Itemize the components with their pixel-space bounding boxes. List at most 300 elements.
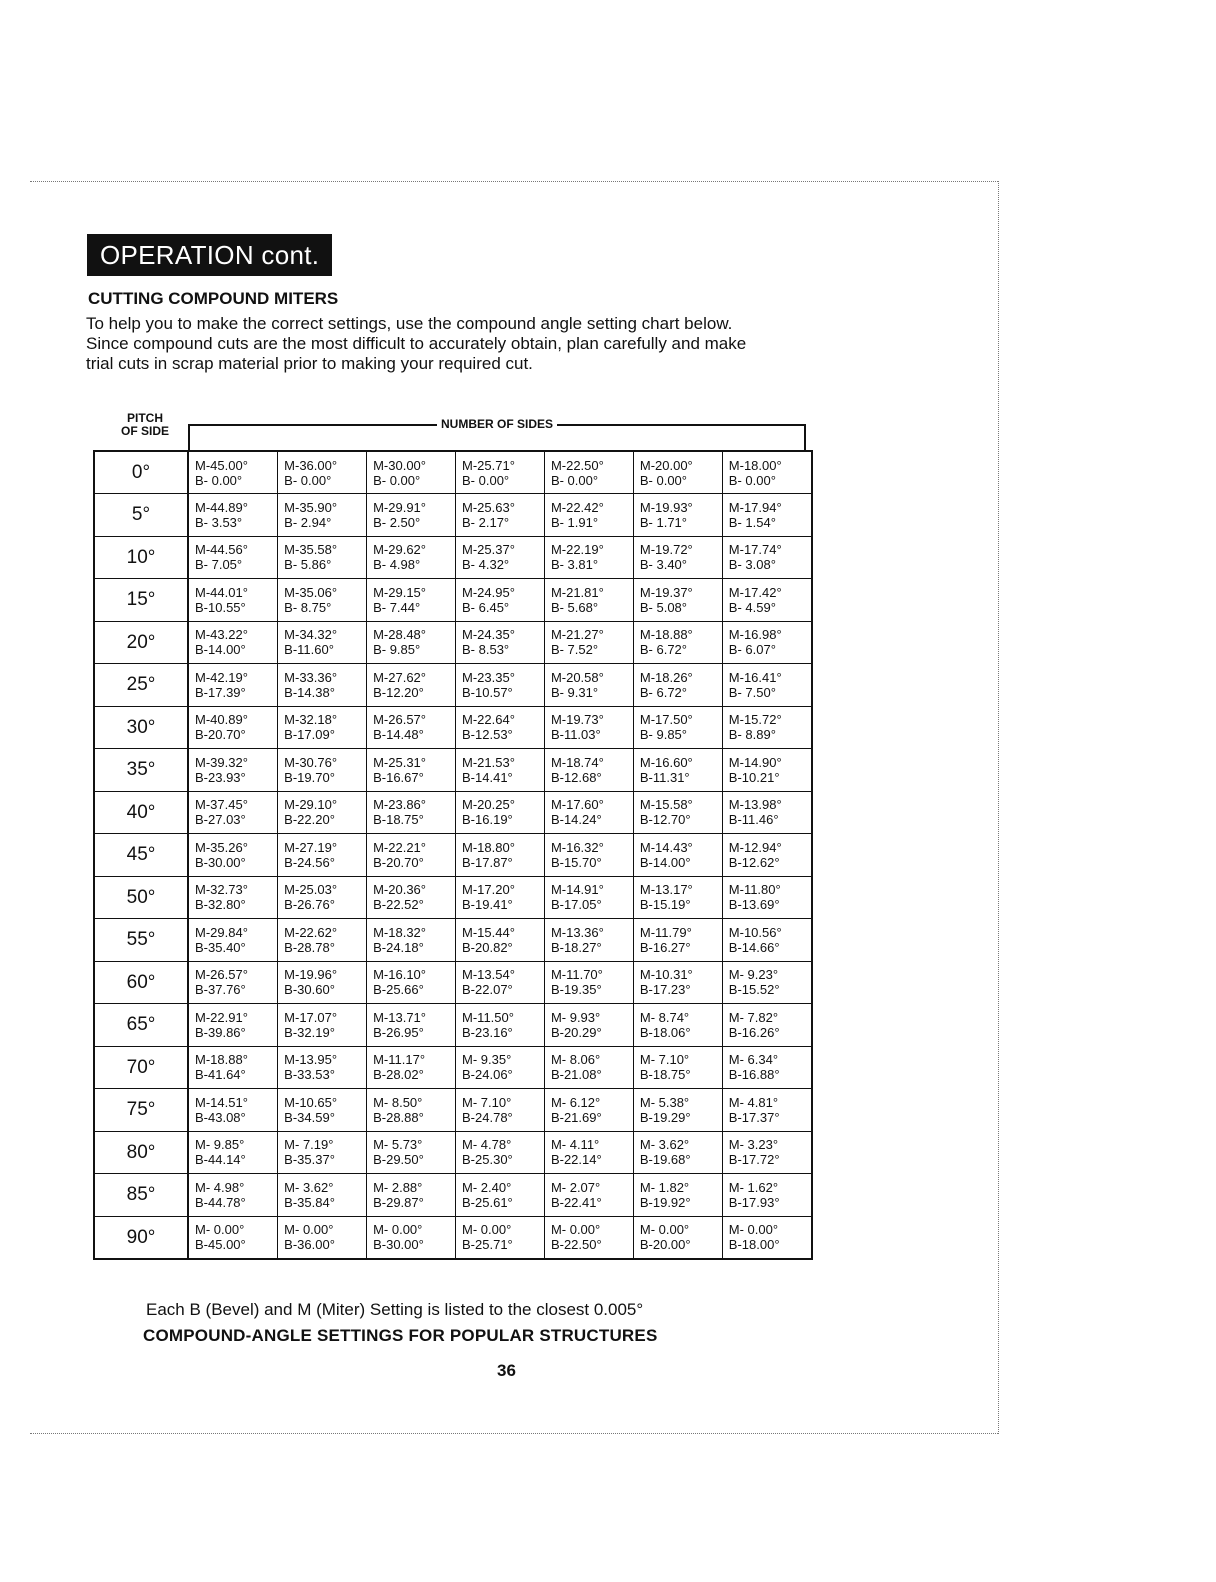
- bevel-setting: B- 1.54°: [728, 514, 776, 530]
- miter-setting: M- 0.00°: [373, 1222, 423, 1237]
- miter-setting: M-27.19°: [284, 839, 338, 855]
- bevel-setting: B-32.19°: [284, 1024, 335, 1040]
- setting-cell: [278, 579, 367, 622]
- setting-cell: [633, 536, 722, 579]
- miter-setting: M-25.71°: [462, 457, 515, 473]
- intro-paragraph: [86, 314, 926, 374]
- miter-setting: M-21.53°: [462, 754, 515, 770]
- bevel-setting: B-19.68°: [639, 1152, 691, 1168]
- bevel-setting: B-14.38°: [284, 684, 335, 700]
- miter-setting: M-20.00°: [639, 457, 693, 473]
- setting-cell: [456, 451, 545, 494]
- setting-cell: [367, 1216, 456, 1259]
- bevel-setting: B-14.00°: [639, 854, 691, 870]
- setting-cell: [278, 664, 367, 707]
- miter-setting: M-19.72°: [639, 542, 693, 558]
- bevel-setting: B- 1.91°: [550, 514, 599, 530]
- setting-cell: [633, 1004, 722, 1047]
- miter-setting: M-19.73°: [550, 712, 604, 728]
- bevel-setting: B-17.23°: [639, 982, 691, 998]
- bevel-setting: B-12.62°: [728, 854, 780, 870]
- miter-setting: M-22.64°: [462, 712, 515, 728]
- number-of-sides-header: [188, 417, 806, 450]
- miter-setting: M-18.88°: [195, 1052, 248, 1068]
- setting-cell: [456, 664, 545, 707]
- bevel-setting: B-35.84°: [284, 1194, 335, 1210]
- miter-setting: M-26.57°: [195, 967, 248, 983]
- setting-cell: [722, 961, 812, 1004]
- miter-setting: M-10.31°: [639, 967, 693, 983]
- setting-cell: [188, 1216, 278, 1259]
- bevel-setting: B- 7.50°: [728, 684, 776, 700]
- setting-cell: [544, 494, 633, 537]
- miter-setting: M- 4.98°: [195, 1179, 245, 1195]
- bevel-setting: B-41.64°: [195, 1067, 246, 1083]
- setting-cell: [633, 876, 722, 919]
- miter-setting: M-11.70°: [550, 967, 603, 983]
- miter-setting: M-11.79°: [639, 924, 692, 940]
- setting-cell: [633, 1046, 722, 1089]
- miter-setting: M-27.62°: [373, 669, 426, 685]
- bevel-setting: B-20.00°: [639, 1237, 691, 1252]
- bevel-setting: B-15.70°: [550, 854, 602, 870]
- setting-cell: [188, 1089, 278, 1132]
- setting-cell: [456, 749, 545, 792]
- miter-setting: M-40.89°: [195, 712, 248, 728]
- miter-setting: M-19.93°: [639, 499, 693, 515]
- number-of-sides-label: NUMBER OF SIDES: [437, 417, 557, 431]
- bevel-setting: B- 7.05°: [195, 557, 243, 573]
- bevel-setting: B-22.14°: [550, 1152, 602, 1168]
- setting-cell: [188, 579, 278, 622]
- bevel-setting: B-16.88°: [728, 1067, 780, 1083]
- pitch-value: 30°: [94, 706, 188, 749]
- setting-cell: [188, 1174, 278, 1217]
- bevel-setting: B- 9.85°: [639, 727, 687, 743]
- miter-setting: M-25.03°: [284, 882, 338, 898]
- bevel-setting: B-11.46°: [728, 812, 779, 828]
- bevel-setting: B-20.82°: [462, 939, 513, 955]
- miter-setting: M-22.50°: [550, 457, 604, 473]
- bevel-setting: B- 0.00°: [373, 472, 421, 488]
- miter-setting: M- 5.73°: [373, 1137, 423, 1153]
- setting-cell: [544, 621, 633, 664]
- bevel-setting: B-28.02°: [373, 1067, 424, 1083]
- bevel-setting: B-35.40°: [195, 939, 246, 955]
- table-row: [94, 579, 812, 622]
- miter-setting: M-16.98°: [728, 627, 782, 643]
- intro-line: Since compound cuts are the most difficult to accurately obtain, plan carefully and make: [86, 334, 747, 353]
- miter-setting: M-15.44°: [462, 924, 515, 940]
- miter-setting: M-17.07°: [284, 1009, 338, 1025]
- setting-cell: [456, 536, 545, 579]
- miter-setting: M-13.54°: [462, 967, 515, 983]
- setting-cell: [367, 621, 456, 664]
- bevel-setting: B- 3.40°: [639, 557, 687, 573]
- setting-cell: [722, 919, 812, 962]
- setting-cell: [456, 621, 545, 664]
- miter-setting: M-30.00°: [373, 457, 426, 473]
- table-row: [94, 451, 812, 494]
- bevel-setting: B-17.37°: [728, 1109, 780, 1125]
- miter-setting: M-21.81°: [550, 584, 604, 600]
- page-number: 36: [497, 1361, 516, 1380]
- miter-setting: M-21.27°: [550, 627, 604, 643]
- miter-setting: M-29.10°: [284, 797, 338, 813]
- setting-cell: [722, 451, 812, 494]
- miter-setting: M-25.31°: [373, 754, 426, 770]
- pitch-value: 65°: [94, 1004, 188, 1047]
- bevel-setting: B-30.60°: [284, 982, 335, 998]
- bevel-setting: B- 2.17°: [462, 514, 510, 530]
- pitch-value: 60°: [94, 961, 188, 1004]
- setting-cell: [367, 876, 456, 919]
- miter-setting: M-11.80°: [728, 882, 781, 898]
- bevel-setting: B-34.59°: [284, 1109, 335, 1125]
- bevel-setting: B- 6.45°: [462, 599, 510, 615]
- bevel-setting: B-15.52°: [728, 982, 780, 998]
- setting-cell: [188, 749, 278, 792]
- bevel-setting: B-25.30°: [462, 1152, 513, 1168]
- bevel-setting: B-32.80°: [195, 897, 246, 913]
- miter-setting: M- 9.85°: [195, 1137, 245, 1153]
- miter-setting: M- 7.10°: [639, 1052, 690, 1068]
- miter-setting: M-35.06°: [284, 584, 338, 600]
- miter-setting: M-43.22°: [195, 627, 248, 643]
- pitch-value: 55°: [94, 919, 188, 962]
- bevel-setting: B-11.31°: [639, 769, 690, 785]
- miter-setting: M- 3.62°: [284, 1179, 334, 1195]
- setting-cell: [456, 1174, 545, 1217]
- setting-cell: [544, 536, 633, 579]
- setting-cell: [367, 834, 456, 877]
- table-row: [94, 1004, 812, 1047]
- bevel-setting: B-17.05°: [550, 897, 602, 913]
- setting-cell: [544, 1089, 633, 1132]
- miter-setting: M-32.18°: [284, 712, 338, 728]
- setting-cell: [722, 1174, 812, 1217]
- setting-cell: [633, 749, 722, 792]
- bevel-setting: B- 2.94°: [284, 514, 332, 530]
- intro-line: trial cuts in scrap material prior to making your required cut.: [86, 354, 533, 373]
- setting-cell: [633, 621, 722, 664]
- bevel-setting: B- 6.72°: [639, 684, 687, 700]
- bevel-setting: B- 9.31°: [550, 684, 599, 700]
- table-row: [94, 494, 812, 537]
- bevel-setting: B-24.18°: [373, 939, 424, 955]
- miter-setting: M-11.17°: [373, 1052, 426, 1068]
- bevel-setting: B-21.69°: [550, 1109, 602, 1125]
- miter-setting: M-34.32°: [284, 627, 338, 643]
- pitch-value: 5°: [94, 494, 188, 537]
- setting-cell: [456, 1089, 545, 1132]
- bevel-setting: B-18.06°: [639, 1024, 691, 1040]
- bevel-setting: B-18.75°: [639, 1067, 691, 1083]
- setting-cell: [544, 451, 633, 494]
- miter-setting: M-25.37°: [462, 542, 515, 558]
- miter-setting: M-13.95°: [284, 1052, 338, 1068]
- setting-cell: [456, 494, 545, 537]
- table-row: [94, 749, 812, 792]
- bevel-setting: B-29.50°: [373, 1152, 424, 1168]
- setting-cell: [633, 1174, 722, 1217]
- miter-setting: M-16.41°: [728, 669, 782, 685]
- setting-cell: [456, 706, 545, 749]
- bevel-setting: B-18.00°: [728, 1237, 780, 1252]
- setting-cell: [722, 706, 812, 749]
- bevel-setting: B-12.70°: [639, 812, 691, 828]
- pitch-value: 20°: [94, 621, 188, 664]
- bevel-setting: B- 8.89°: [728, 727, 776, 743]
- setting-cell: [544, 1131, 633, 1174]
- setting-cell: [278, 1004, 367, 1047]
- miter-setting: M-18.32°: [373, 924, 426, 940]
- miter-setting: M- 9.23°: [728, 967, 779, 983]
- bevel-setting: B-17.93°: [728, 1194, 780, 1210]
- table-row: [94, 791, 812, 834]
- setting-cell: [633, 834, 722, 877]
- bevel-setting: B-20.29°: [550, 1024, 602, 1040]
- bevel-setting: B-22.20°: [284, 812, 335, 828]
- setting-cell: [456, 1046, 545, 1089]
- setting-cell: [367, 536, 456, 579]
- setting-cell: [188, 1004, 278, 1047]
- bevel-setting: B-14.66°: [728, 939, 780, 955]
- table-row: [94, 706, 812, 749]
- setting-cell: [188, 621, 278, 664]
- setting-cell: [278, 1216, 367, 1259]
- bevel-setting: B-18.27°: [550, 939, 602, 955]
- miter-setting: M-30.76°: [284, 754, 338, 770]
- bevel-setting: B-16.27°: [639, 939, 691, 955]
- bevel-setting: B- 9.85°: [373, 642, 421, 658]
- miter-setting: M-13.98°: [728, 797, 782, 813]
- bevel-setting: B-25.71°: [462, 1237, 513, 1252]
- miter-setting: M-24.35°: [462, 627, 515, 643]
- miter-setting: M-25.63°: [462, 499, 515, 515]
- setting-cell: [633, 919, 722, 962]
- table-row: [94, 961, 812, 1004]
- miter-setting: M-28.48°: [373, 627, 426, 643]
- miter-setting: M- 3.23°: [728, 1137, 779, 1153]
- pitch-value: 70°: [94, 1046, 188, 1089]
- bevel-setting: B-17.09°: [284, 727, 335, 743]
- bevel-setting: B-28.78°: [284, 939, 335, 955]
- setting-cell: [278, 1131, 367, 1174]
- miter-setting: M-14.90°: [728, 754, 782, 770]
- bevel-setting: B-45.00°: [195, 1237, 246, 1252]
- miter-setting: M-22.21°: [373, 839, 426, 855]
- bevel-setting: B-14.41°: [462, 769, 513, 785]
- setting-cell: [278, 791, 367, 834]
- bevel-setting: B-17.72°: [728, 1152, 780, 1168]
- bevel-setting: B- 3.53°: [195, 514, 243, 530]
- table-row: [94, 834, 812, 877]
- miter-setting: M-23.86°: [373, 797, 426, 813]
- miter-setting: M- 3.62°: [639, 1137, 690, 1153]
- setting-cell: [722, 664, 812, 707]
- setting-cell: [278, 1046, 367, 1089]
- bevel-setting: B-11.60°: [284, 642, 334, 658]
- bevel-setting: B-10.21°: [728, 769, 780, 785]
- miter-setting: M- 8.50°: [373, 1094, 423, 1110]
- bevel-setting: B-19.70°: [284, 769, 335, 785]
- pitch-value: 35°: [94, 749, 188, 792]
- bevel-setting: B-21.08°: [550, 1067, 602, 1083]
- miter-setting: M-39.32°: [195, 754, 248, 770]
- miter-setting: M-22.19°: [550, 542, 604, 558]
- table-row: [94, 1089, 812, 1132]
- bevel-setting: B-36.00°: [284, 1237, 335, 1252]
- miter-setting: M- 8.74°: [639, 1009, 690, 1025]
- setting-cell: [722, 1004, 812, 1047]
- setting-cell: [367, 1004, 456, 1047]
- setting-cell: [188, 664, 278, 707]
- setting-cell: [278, 706, 367, 749]
- setting-cell: [278, 451, 367, 494]
- bevel-setting: B-26.95°: [373, 1024, 424, 1040]
- miter-setting: M-15.72°: [728, 712, 782, 728]
- setting-cell: [633, 706, 722, 749]
- miter-setting: M-13.17°: [639, 882, 693, 898]
- miter-setting: M- 8.06°: [550, 1052, 601, 1068]
- miter-setting: M-24.95°: [462, 584, 515, 600]
- bevel-setting: B-25.61°: [462, 1194, 513, 1210]
- setting-cell: [544, 749, 633, 792]
- miter-setting: M-35.90°: [284, 499, 338, 515]
- miter-setting: M-13.71°: [373, 1009, 426, 1025]
- bevel-setting: B- 8.53°: [462, 642, 510, 658]
- setting-cell: [456, 791, 545, 834]
- bevel-setting: B- 6.72°: [639, 642, 687, 658]
- miter-setting: M- 0.00°: [195, 1222, 245, 1237]
- miter-setting: M-12.94°: [728, 839, 782, 855]
- setting-cell: [722, 876, 812, 919]
- setting-cell: [367, 494, 456, 537]
- miter-setting: M- 6.34°: [728, 1052, 779, 1068]
- bevel-setting: B- 0.00°: [550, 472, 599, 488]
- setting-cell: [722, 749, 812, 792]
- bevel-setting: B-12.53°: [462, 727, 513, 743]
- miter-setting: M-14.91°: [550, 882, 604, 898]
- miter-setting: M-32.73°: [195, 882, 248, 898]
- miter-setting: M-14.51°: [195, 1094, 248, 1110]
- bevel-setting: B-18.75°: [373, 812, 424, 828]
- pitch-value: 15°: [94, 579, 188, 622]
- setting-cell: [367, 664, 456, 707]
- setting-cell: [188, 536, 278, 579]
- setting-cell: [722, 621, 812, 664]
- bevel-setting: B- 6.07°: [728, 642, 776, 658]
- bevel-setting: B-23.16°: [462, 1024, 513, 1040]
- miter-setting: M- 9.35°: [462, 1052, 512, 1068]
- bevel-setting: B-13.69°: [728, 897, 780, 913]
- bevel-setting: B-12.20°: [373, 684, 424, 700]
- setting-cell: [544, 1004, 633, 1047]
- table-row: [94, 919, 812, 962]
- setting-cell: [188, 1131, 278, 1174]
- bevel-setting: B- 0.00°: [462, 472, 510, 488]
- miter-setting: M- 2.40°: [462, 1179, 512, 1195]
- miter-setting: M-36.00°: [284, 457, 338, 473]
- setting-cell: [367, 1131, 456, 1174]
- bevel-setting: B-39.86°: [195, 1024, 246, 1040]
- setting-cell: [456, 919, 545, 962]
- miter-setting: M- 2.88°: [373, 1179, 423, 1195]
- bevel-setting: B-24.78°: [462, 1109, 513, 1125]
- pitch-value: 45°: [94, 834, 188, 877]
- miter-setting: M-18.80°: [462, 839, 515, 855]
- miter-setting: M-20.36°: [373, 882, 426, 898]
- setting-cell: [456, 876, 545, 919]
- bevel-setting: B-19.29°: [639, 1109, 691, 1125]
- setting-cell: [188, 961, 278, 1004]
- miter-setting: M- 9.93°: [550, 1009, 601, 1025]
- miter-setting: M-33.36°: [284, 669, 338, 685]
- setting-cell: [188, 876, 278, 919]
- bevel-setting: B- 5.08°: [639, 599, 687, 615]
- pitch-value: 85°: [94, 1174, 188, 1217]
- miter-setting: M-22.91°: [195, 1009, 248, 1025]
- setting-cell: [633, 494, 722, 537]
- setting-cell: [278, 536, 367, 579]
- bevel-setting: B-24.06°: [462, 1067, 513, 1083]
- setting-cell: [367, 961, 456, 1004]
- miter-setting: M-19.96°: [284, 967, 338, 983]
- bevel-setting: B-22.52°: [373, 897, 424, 913]
- miter-setting: M-42.19°: [195, 669, 248, 685]
- miter-setting: M-16.60°: [639, 754, 693, 770]
- intro-line: To help you to make the correct settings, use the compound angle setting chart below.: [86, 314, 733, 333]
- setting-cell: [633, 961, 722, 1004]
- setting-cell: [722, 579, 812, 622]
- setting-cell: [544, 961, 633, 1004]
- table-caption: COMPOUND-ANGLE SETTINGS FOR POPULAR STRUCTURES: [143, 1326, 658, 1345]
- setting-cell: [278, 494, 367, 537]
- bevel-setting: B-44.14°: [195, 1152, 246, 1168]
- miter-setting: M-44.01°: [195, 584, 248, 600]
- miter-setting: M-17.42°: [728, 584, 782, 600]
- setting-cell: [722, 494, 812, 537]
- page-frame-bottom: [30, 1433, 998, 1434]
- bevel-setting: B-35.37°: [284, 1152, 335, 1168]
- setting-cell: [367, 919, 456, 962]
- bevel-setting: B-37.76°: [195, 982, 246, 998]
- pitch-value: 25°: [94, 664, 188, 707]
- setting-cell: [722, 1046, 812, 1089]
- bevel-setting: B-17.87°: [462, 854, 513, 870]
- bevel-setting: B-23.93°: [195, 769, 246, 785]
- pitch-value: 10°: [94, 536, 188, 579]
- bevel-setting: B-22.41°: [550, 1194, 602, 1210]
- miter-setting: M-17.60°: [550, 797, 604, 813]
- setting-cell: [722, 1131, 812, 1174]
- miter-setting: M-35.26°: [195, 839, 248, 855]
- setting-cell: [456, 1131, 545, 1174]
- section-header-banner: OPERATION cont.: [87, 234, 332, 276]
- bevel-setting: B-26.76°: [284, 897, 335, 913]
- bevel-setting: B-22.07°: [462, 982, 513, 998]
- section-title: CUTTING COMPOUND MITERS: [88, 289, 339, 308]
- table-row: [94, 664, 812, 707]
- page-frame-top: [30, 181, 998, 182]
- miter-setting: M-17.20°: [462, 882, 515, 898]
- bevel-setting: B-19.41°: [462, 897, 513, 913]
- setting-cell: [278, 834, 367, 877]
- bevel-setting: B-12.68°: [550, 769, 602, 785]
- setting-cell: [278, 749, 367, 792]
- setting-cell: [456, 1216, 545, 1259]
